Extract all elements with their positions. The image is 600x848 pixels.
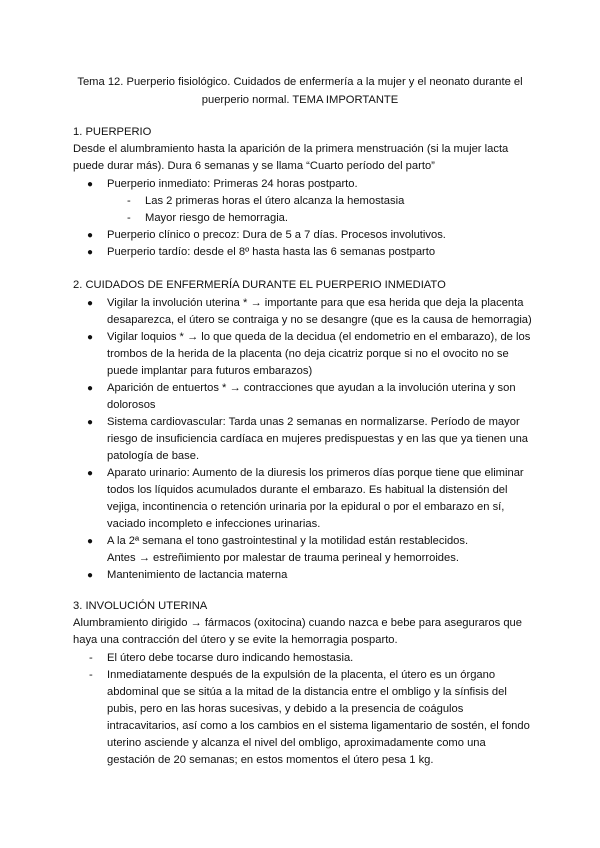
list-item: ● Mantenimiento de lactancia materna: [73, 567, 533, 584]
paragraph-puerperio-intro: Desde el alumbramiento hasta la aparición de la primera menstruación (si la mujer lacta puede durar más). Dura 6 semanas y se llama “Cuarto período del parto”: [73, 143, 509, 172]
list-item: ● Vigilar loquios * → lo que queda de la decidua (el endometrio en el embarazo), de los trombos de la herida de la placenta (no deja cicatriz porque si no el ovocito no se puede implantar para futuros embarazos): [87, 331, 531, 377]
list-cuidados: [73, 295, 533, 584]
list-item: ● A la 2ª semana el tono gastrointestinal y la motilidad están restablecidos. Antes → estreñimiento por malestar de trauma perineal y hemorroides.: [87, 535, 469, 564]
list-item: ● Aparato urinario: Aumento de la diuresis los primeros días porque tiene que eliminar todos los líquidos acumulados durante el embarazo. Es habitual la distensión del vejiga, incontinencia o retención urinaria por la epidural o por el embarazo en sí, vaciado incompleto e infecciones urinarias.: [87, 467, 524, 530]
bullet-marker: ●: [87, 179, 94, 190]
document-title: Tema 12. Puerperio fisiológico. Cuidados de enfermería a la mujer y el neonato durante el puerperio normal. TEMA IMPORTANTE: [77, 76, 523, 106]
list-item: ● Puerperio clínico o precoz: Dura de 5 a 7 días. Procesos involutivos.: [73, 227, 533, 244]
list-involucion: [73, 650, 533, 769]
dash-marker: -: [89, 652, 93, 664]
bullet-marker: ●: [87, 332, 94, 343]
bullet-marker: ●: [87, 536, 94, 547]
bullet-marker: ●: [87, 383, 94, 394]
dash-marker: -: [89, 669, 93, 681]
list-item: ● Aparición de entuertos * → contracciones que ayudan a la involución uterina y son dolorosos: [87, 382, 516, 411]
list-item: - El útero debe tocarse duro indicando hemostasia.: [73, 650, 533, 667]
list-item: ● Sistema cardiovascular: Tarda unas 2 semanas en normalizarse. Período de mayor riesgo de insuficiencia cardíaca en mujeres predispuestas y en las que ya tienen una patología de base.: [87, 416, 529, 462]
bullet-marker: ●: [87, 468, 94, 479]
bullet-marker: ●: [87, 417, 94, 428]
bullet-marker: ●: [87, 298, 94, 309]
section-heading-puerperio: 1. PUERPERIO: [73, 126, 152, 138]
bullet-marker: ●: [87, 247, 94, 258]
section-heading-cuidados: 2. CUIDADOS DE ENFERMERÍA DURANTE EL PUERPERIO INMEDIATO: [73, 279, 446, 291]
list-item-continuation: Antes → estreñimiento por malestar de trauma perineal y hemorroides.: [107, 552, 459, 564]
dash-marker: -: [127, 212, 131, 224]
dash-marker: -: [127, 195, 131, 207]
list-item: ● Vigilar la involución uterina * → importante para que esa herida que deja la placenta desaparezca, el útero se contraiga y no se desangre (que es la causa de hemorragia): [87, 297, 532, 326]
list-item: - Inmediatamente después de la expulsión de la placenta, el útero es un órgano abdominal que se sitúa a la mitad de la distancia entre el ombligo y la sínfisis del pubis, pero en las horas sucesivas, y debido a la presencia de coágulos intracavitarios, así como a los cambios en el sistema ligamentario de sostén, el fondo uterino asciende y alcanza el nivel del ombligo, aproximadamente como una gestación de 20 semanas; en estos momentos el útero pesa 1 kg.: [89, 669, 530, 766]
list-item: ● Puerperio inmediato: Primeras 24 horas postparto.: [73, 176, 533, 193]
sub-list-item: - Las 2 primeras horas el útero alcanza la hemostasia: [73, 193, 533, 210]
paragraph-involucion-intro: Alumbramiento dirigido → fármacos (oxitocina) cuando nazca e bebe para aseguraros que haya una contracción del útero y se evite la hemorragia posparto.: [73, 617, 522, 646]
bullet-marker: ●: [87, 570, 94, 581]
section-heading-involucion: 3. INVOLUCIÓN UTERINA: [73, 600, 208, 612]
bullet-marker: ●: [87, 230, 94, 241]
list-puerperio: [73, 176, 533, 261]
list-item: ● Puerperio tardío: desde el 8º hasta hasta las 6 semanas postparto: [73, 244, 533, 261]
sub-list-item: - Mayor riesgo de hemorragia.: [73, 210, 533, 227]
